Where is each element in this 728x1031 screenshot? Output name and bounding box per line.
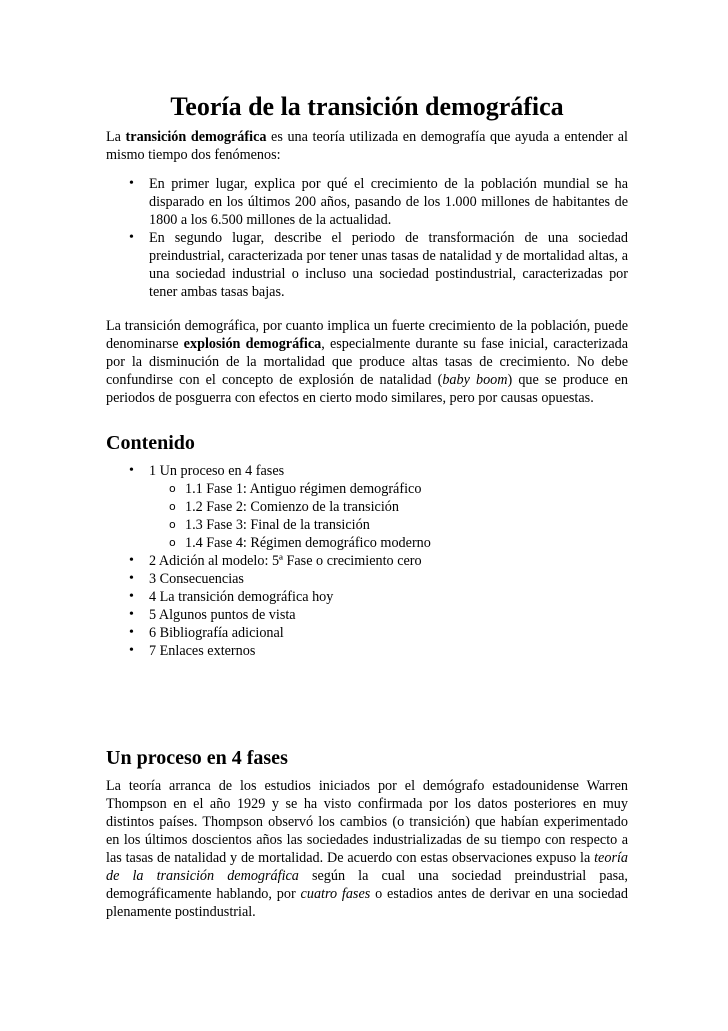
- toc-item-label[interactable]: 6 Bibliografía adicional: [149, 625, 284, 641]
- circle-bullet-icon: o: [169, 518, 176, 531]
- bullet-icon: •: [129, 589, 134, 604]
- bullet-icon: •: [129, 230, 134, 245]
- phenomena-item-text: En primer lugar, explica por qué el crecimiento de la población mundial se ha disparado en los últimos 200 años, pasando de los 1.000 millones de habitantes de 1800 a los 6.500 millones de la actualidad.: [149, 176, 628, 228]
- toc-item-label[interactable]: 2 Adición al modelo: 5ª Fase o crecimiento cero: [149, 553, 422, 569]
- toc-subitem[interactable]: [149, 480, 628, 498]
- phases-text-3: o estadios antes de derivar en una sociedad plenamente postindustrial.: [106, 886, 629, 920]
- toc-item-label[interactable]: 4 La transición demográfica hoy: [149, 589, 334, 605]
- intro-text-1: La: [106, 129, 126, 145]
- phenomena-item-text: En segundo lugar, describe el periodo de transformación de una sociedad preindustrial, caracterizada por tener unas tasas de natalidad y de mortalidad altas, a una sociedad industrial o incluso una sociedad postindustrial, caracterizadas por tener ambas tasas bajas.: [149, 230, 628, 300]
- phases-italic-term-1: teoría de la transición demográfica: [106, 850, 628, 884]
- toc-subitem[interactable]: [149, 534, 628, 552]
- phenomena-item: [106, 175, 628, 229]
- circle-bullet-icon: o: [169, 536, 176, 549]
- toc-item[interactable]: [106, 462, 628, 552]
- para2-text-3: ) que se produce en periodos de posguerra con efectos en cierto modo similares, pero por causas opuestas.: [106, 372, 628, 406]
- section-spacer: [106, 660, 628, 746]
- phases-paragraph: [106, 777, 628, 921]
- para2-bold-term: explosión demográfica: [183, 336, 322, 352]
- intro-bold-term: transición demográfica: [125, 129, 267, 145]
- phases-text-1: La teoría arranca de los estudios iniciados por el demógrafo estadounidense Warren Thompson en el año 1929 y se ha visto confirmada por los datos posteriores en muy distintos países. Thompson observó los cambios (o transición) que habían experimentado en los últimos doscientos años las sociedades industrializadas de su tiempo con respecto a las tasas de natalidad y de mortalidad. De acuerdo con estas observaciones expuso la: [106, 778, 628, 866]
- toc-subitem-label[interactable]: 1.4 Fase 4: Régimen demográfico moderno: [185, 535, 431, 551]
- toc-item[interactable]: [106, 552, 628, 570]
- bullet-icon: •: [129, 463, 134, 478]
- circle-bullet-icon: o: [169, 500, 176, 513]
- toc-subitem[interactable]: [149, 516, 628, 534]
- phenomena-item: [106, 229, 628, 301]
- circle-bullet-icon: o: [169, 482, 176, 495]
- bullet-icon: •: [129, 625, 134, 640]
- table-of-contents: [106, 462, 628, 660]
- phases-text-2: según la cual una sociedad preindustrial pasa, demográficamente hablando, por: [106, 868, 628, 902]
- bullet-icon: •: [129, 176, 134, 191]
- toc-item-label[interactable]: 7 Enlaces externos: [149, 643, 256, 659]
- contents-heading: Contenido: [106, 432, 195, 454]
- toc-subitem-label[interactable]: 1.2 Fase 2: Comienzo de la transición: [185, 499, 399, 515]
- intro-text-2: es una teoría utilizada en demografía que ayuda a entender al mismo tiempo dos fenómenos:: [106, 129, 628, 163]
- page-title: Teoría de la transición demográfica: [170, 92, 564, 121]
- toc-item[interactable]: [106, 606, 628, 624]
- phenomena-list: [106, 175, 628, 301]
- document-page: [106, 92, 628, 921]
- toc-item[interactable]: [106, 642, 628, 660]
- bullet-icon: •: [129, 553, 134, 568]
- bullet-icon: •: [129, 643, 134, 658]
- toc-item[interactable]: [106, 624, 628, 642]
- explosion-paragraph: [106, 317, 628, 407]
- intro-paragraph: [106, 128, 628, 164]
- toc-subitem-label[interactable]: 1.3 Fase 3: Final de la transición: [185, 517, 370, 533]
- toc-item-label[interactable]: 3 Consecuencias: [149, 571, 244, 587]
- phases-italic-term-2: cuatro fases: [300, 886, 371, 902]
- para2-text-1: La transición demográfica, por cuanto implica un fuerte crecimiento de la población, puede denominarse: [106, 318, 628, 352]
- toc-item[interactable]: [106, 570, 628, 588]
- bullet-icon: •: [129, 571, 134, 586]
- section-phases: [106, 746, 628, 921]
- para2-italic-term: baby boom: [442, 372, 508, 388]
- toc-item-label[interactable]: 1 Un proceso en 4 fases: [149, 463, 285, 479]
- toc-sublist: [149, 480, 628, 552]
- bullet-icon: •: [129, 607, 134, 622]
- para2-text-2: , especialmente durante su fase inicial, caracterizada por la disminución de la mortalidad que produce altas tasas de crecimiento. No debe confundirse con el concepto de explosión de natalidad (: [106, 336, 629, 388]
- toc-subitem[interactable]: [149, 498, 628, 516]
- toc-item[interactable]: [106, 588, 628, 606]
- toc-item-label[interactable]: 5 Algunos puntos de vista: [149, 607, 296, 623]
- section-heading: Un proceso en 4 fases: [106, 747, 288, 769]
- toc-subitem-label[interactable]: 1.1 Fase 1: Antiguo régimen demográfico: [185, 481, 422, 497]
